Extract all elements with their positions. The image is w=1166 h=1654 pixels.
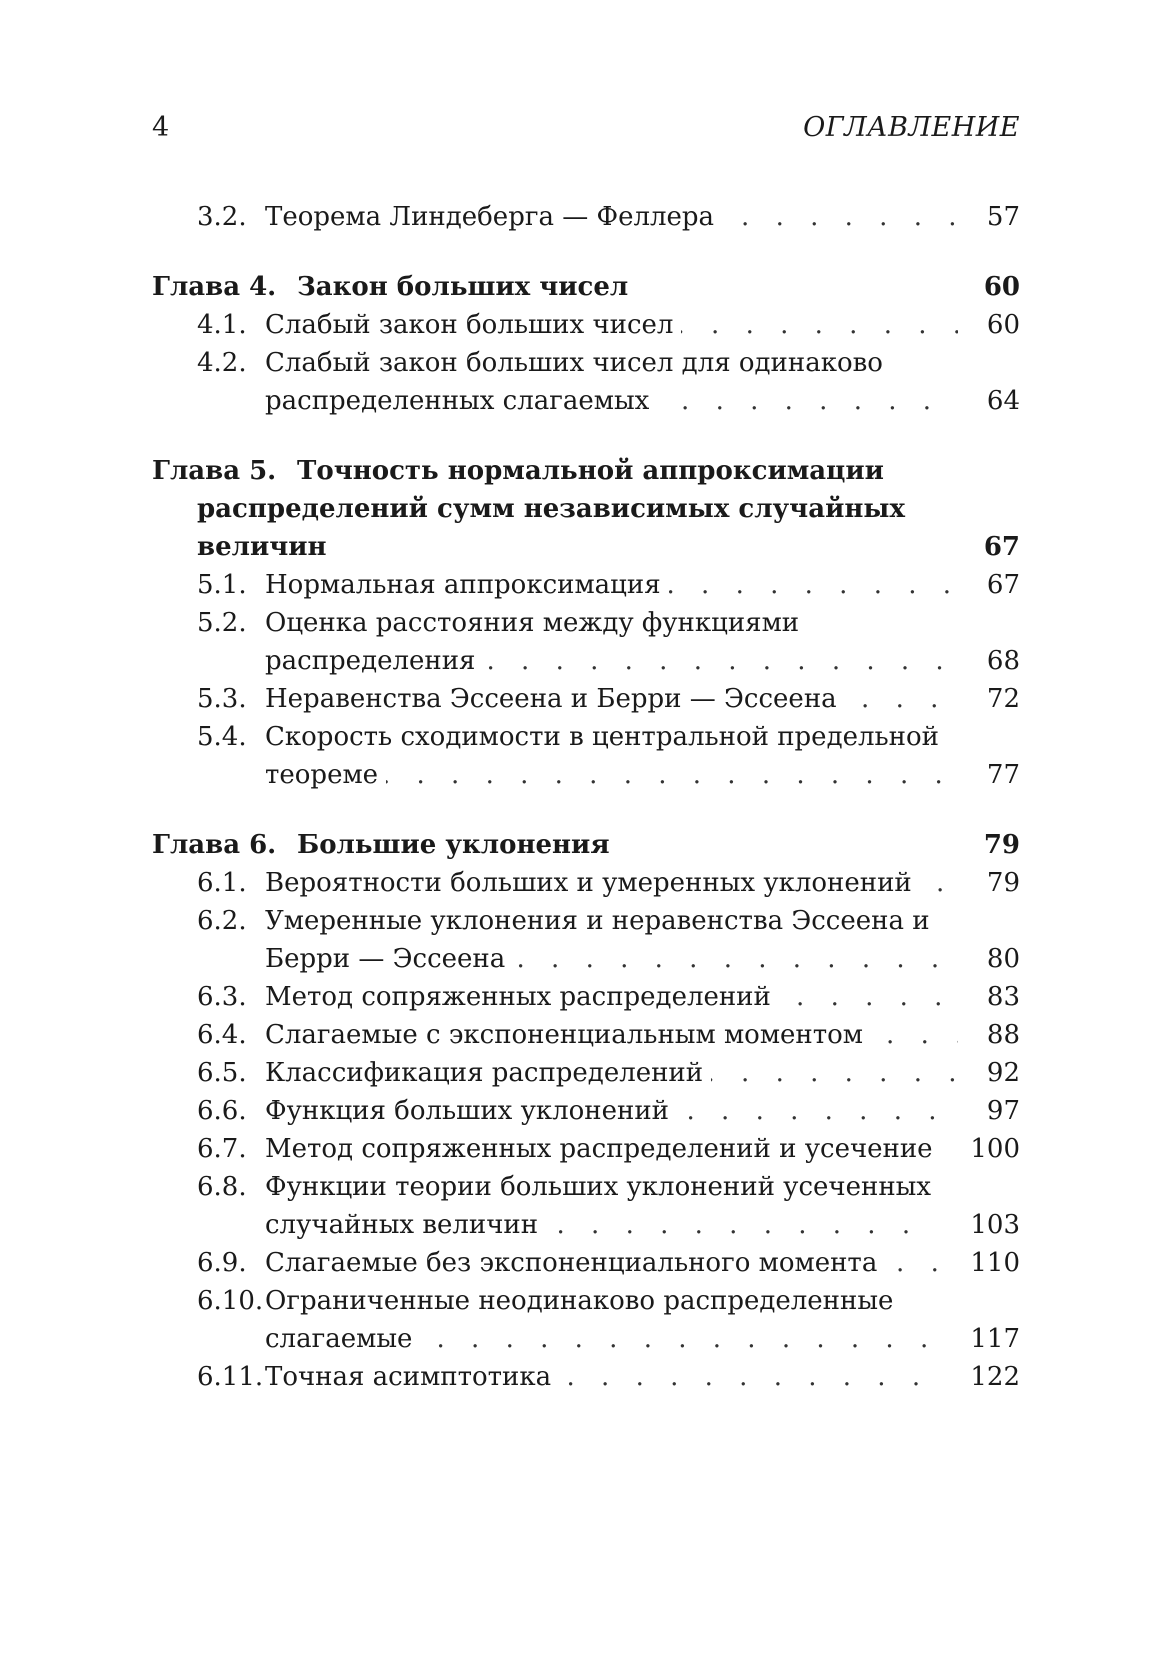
chapter-title-line-3: величин [197,532,327,562]
section-number: 6.4. [197,1020,247,1050]
toc-entry-6-7[interactable] [152,1130,1020,1168]
chapter-title: Закон больших чисел [297,272,629,302]
toc-entry-6-8[interactable] [152,1168,1020,1206]
leader-dots [612,382,958,420]
page-reference: 79 [983,830,1020,860]
page-reference: 80 [986,944,1020,974]
page-reference: 103 [970,1210,1020,1240]
leader-dots [522,1206,938,1244]
section-title: Теорема Линдеберга — Феллера [265,198,722,236]
toc-entry-6-3[interactable] [152,978,1020,1016]
section-title: Слабый закон больших чисел [265,306,681,344]
section-title-line-2: теореме [265,756,386,794]
section-title-line-2: Берри — Эссеена [265,940,513,978]
page-reference: 67 [983,532,1020,562]
toc-entry-4-1[interactable] [152,306,1020,344]
section-number: 5.1. [197,570,247,600]
section-title: Нормальная аппроксимация [265,566,669,604]
section-title: Слагаемые без экспоненциального момента [265,1244,885,1282]
toc-entry-6-9[interactable] [152,1244,1020,1282]
section-number: 4.2. [197,348,247,378]
toc-entry-6-2[interactable] [152,902,1020,940]
section-number: 6.11. [197,1362,264,1392]
table-of-contents [152,198,1020,1396]
leader-dots [382,756,958,794]
section-number: 6.3. [197,982,247,1012]
section-title-line-1: Скорость сходимости в центральной предельной [265,718,947,756]
section-title: Точная асимптотика [265,1358,559,1396]
toc-chapter-4[interactable] [152,268,1020,306]
section-title: Неравенства Эссеена и Берри — Эссеена [265,680,845,718]
toc-entry-5-2[interactable] [152,604,1020,642]
page-number: 4 [152,112,170,143]
chapter-label: Глава 5. [152,456,277,486]
leader-dots [632,566,958,604]
toc-entry-6-1[interactable] [152,864,1020,902]
section-number: 5.3. [197,684,247,714]
toc-entry-6-10[interactable] [152,1282,1020,1320]
toc-entry-5-4[interactable] [152,718,1020,756]
page-reference: 97 [986,1096,1020,1126]
page-reference: 64 [986,386,1020,416]
section-number: 6.5. [197,1058,247,1088]
section-title-line-1: Оценка расстояния между функциями [265,604,807,642]
section-number: 4.1. [197,310,247,340]
page-reference: 122 [970,1362,1020,1392]
section-number: 3.2. [197,202,247,232]
toc-entry-6-2-cont[interactable] [152,940,1020,978]
leader-dots [402,1320,938,1358]
leader-dots [672,1054,958,1092]
section-number: 6.2. [197,906,247,936]
section-number: 6.8. [197,1172,247,1202]
section-number: 5.4. [197,722,247,752]
page-reference: 110 [970,1248,1020,1278]
toc-entry-6-11[interactable] [152,1358,1020,1396]
toc-entry-6-5[interactable] [152,1054,1020,1092]
section-title: Функция больших уклонений [265,1092,677,1130]
section-title-line-2: распределения [265,642,483,680]
page-reference: 88 [986,1020,1020,1050]
page-reference: 68 [986,646,1020,676]
page-reference: 60 [983,272,1020,302]
section-title-line-2: случайных величин [265,1206,546,1244]
toc-chapter-5[interactable] [152,452,1020,490]
section-title-line-1: Слабый закон больших чисел для одинаково [265,344,891,382]
toc-chapter-5-cont-1[interactable] [152,490,1020,528]
leader-dots [642,306,958,344]
chapter-title-line-2: распределений сумм независимых случайных [197,494,905,524]
toc-entry-4-2-cont[interactable] [152,382,1020,420]
section-number: 5.2. [197,608,247,638]
leader-dots [482,940,958,978]
section-title: Классификация распределений [265,1054,711,1092]
toc-entry-5-1[interactable] [152,566,1020,604]
page-reference: 72 [986,684,1020,714]
leader-dots [452,642,958,680]
section-title: Слагаемые с экспоненциальным моментом [265,1016,871,1054]
page-reference: 60 [986,310,1020,340]
section-title: Вероятности больших и умеренных уклонений [265,864,920,902]
section-title-line-1: Ограниченные неодинаково распределенные [265,1282,901,1320]
toc-entry-6-10-cont[interactable] [152,1320,1020,1358]
page-reference: 83 [986,982,1020,1012]
section-title-line-2: слагаемые [265,1320,420,1358]
chapter-title: Большие уклонения [297,830,610,860]
section-title-line-1: Функции теории больших уклонений усеченных [265,1168,939,1206]
page-reference: 77 [986,760,1020,790]
page-reference: 92 [986,1058,1020,1088]
running-title: ОГЛАВЛЕНИЕ [803,112,1020,143]
section-number: 6.6. [197,1096,247,1126]
section-number: 6.9. [197,1248,247,1278]
page-reference: 117 [970,1324,1020,1354]
running-head [152,112,1020,152]
toc-entry-6-8-cont[interactable] [152,1206,1020,1244]
chapter-label: Глава 4. [152,272,277,302]
section-number: 6.10. [197,1286,264,1316]
chapter-title-line-1: Точность нормальной аппроксимации [297,456,884,486]
toc-entry-3-2[interactable] [152,198,1020,236]
page-reference: 67 [986,570,1020,600]
section-number: 6.1. [197,868,247,898]
chapter-label: Глава 6. [152,830,277,860]
leader-dots [532,1358,938,1396]
page-reference: 79 [986,868,1020,898]
page-reference: 57 [986,202,1020,232]
section-title: Метод сопряженных распределений и усечение [265,1130,941,1168]
toc-entry-4-2[interactable] [152,344,1020,382]
leader-dots [652,1092,958,1130]
section-title-line-1: Умеренные уклонения и неравенства Эссеена и [265,902,938,940]
section-title: Метод сопряженных распределений [265,978,779,1016]
toc-entry-6-4[interactable] [152,1016,1020,1054]
toc-chapter-6[interactable] [152,826,1020,864]
section-title-line-2: распределенных слагаемых [265,382,657,420]
section-number: 6.7. [197,1134,247,1164]
toc-entry-6-6[interactable] [152,1092,1020,1130]
toc-entry-5-2-cont[interactable] [152,642,1020,680]
toc-chapter-5-cont-2[interactable] [152,528,1020,566]
toc-entry-5-3[interactable] [152,680,1020,718]
page-reference: 100 [970,1134,1020,1164]
toc-entry-5-4-cont[interactable] [152,756,1020,794]
